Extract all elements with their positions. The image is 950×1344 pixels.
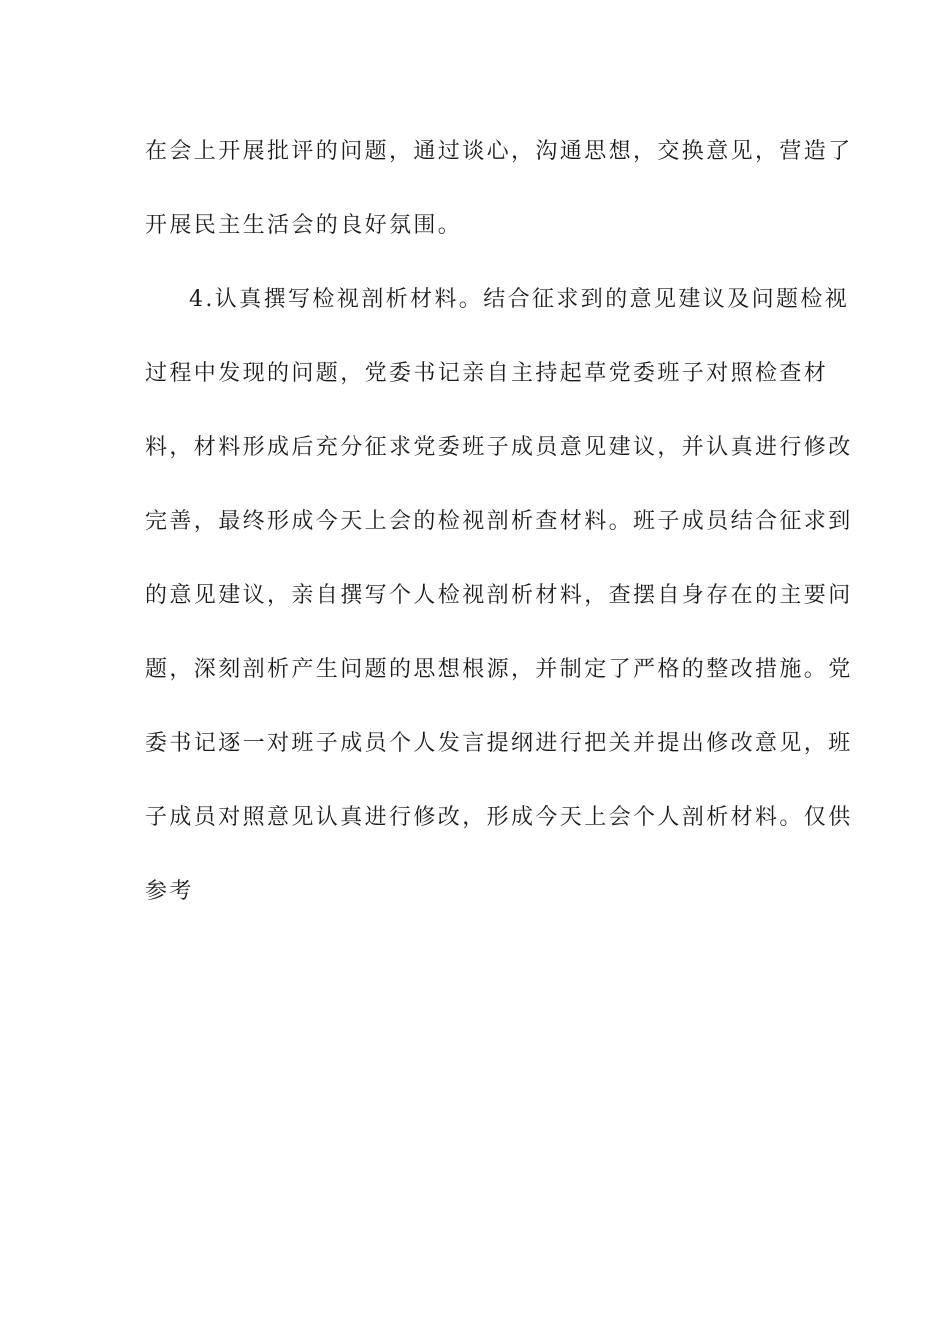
paragraph-line: 参考 (145, 879, 194, 904)
paragraph-line: 开展民主生活会的良好氛围。 (145, 213, 463, 238)
paragraph-line: 4.认真撰写检视剖析材料。结合征求到的意见建议及问题检视 (189, 287, 850, 312)
paragraph-line: 的意见建议，亲自撰写个人检视剖析材料，查摆自身存在的主要问 (145, 583, 853, 608)
paragraph-line: 完善，最终形成今天上会的检视剖析查材料。班子成员结合征求到 (145, 509, 853, 534)
paragraph-line: 过程中发现的问题，党委书记亲自主持起草党委班子对照检查材 (145, 361, 829, 386)
paragraph-line: 题，深刻剖析产生问题的思想根源，并制定了严格的整改措施。党 (145, 657, 853, 682)
paragraph-line: 子成员对照意见认真进行修改，形成今天上会个人剖析材料。仅供 (145, 805, 853, 830)
paragraph-line: 在会上开展批评的问题，通过谈心，沟通思想，交换意见，营造了 (145, 139, 853, 164)
paragraph-line: 料，材料形成后充分征求党委班子成员意见建议，并认真进行修改 (145, 435, 853, 460)
paragraph-line: 委书记逐一对班子成员个人发言提纲进行把关并提出修改意见，班 (145, 731, 853, 756)
